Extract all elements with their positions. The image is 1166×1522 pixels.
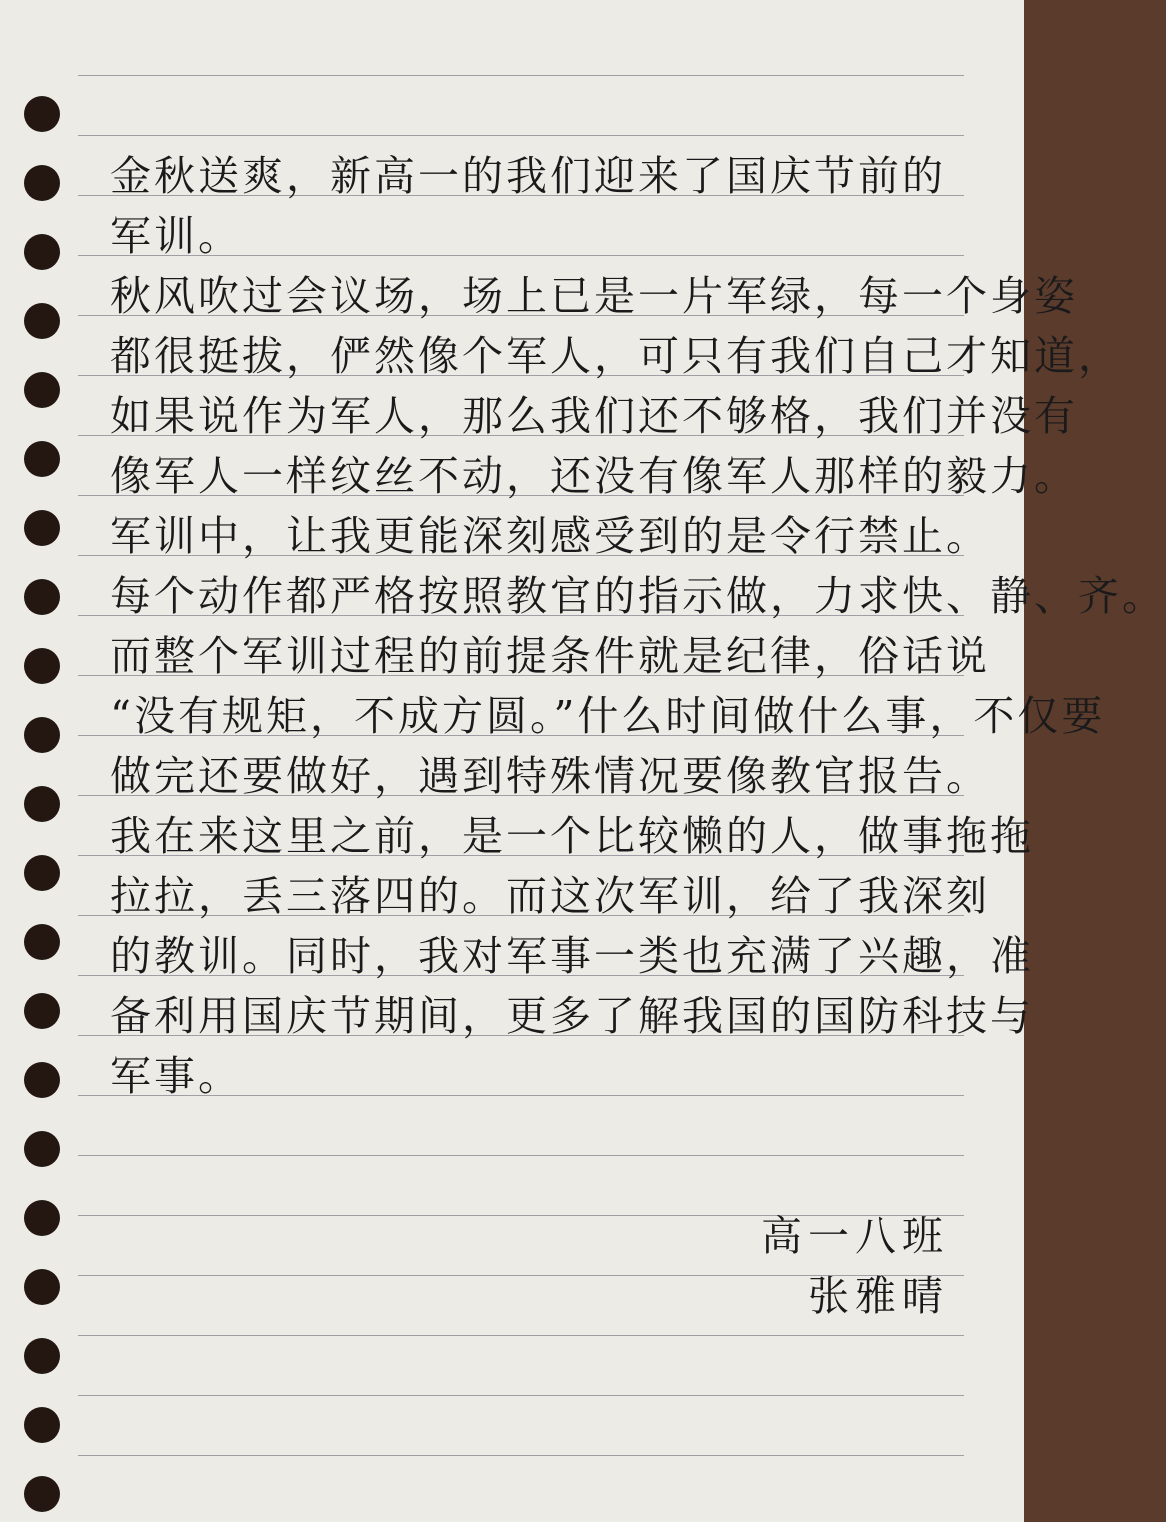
ruled-line bbox=[78, 1455, 964, 1456]
essay-line: 的教训。同时，我对军事一类也充满了兴趣，准 bbox=[110, 932, 1034, 980]
binding-hole bbox=[24, 648, 60, 684]
binding-hole bbox=[24, 993, 60, 1029]
essay-line: 如果说作为军人，那么我们还不够格，我们并没有 bbox=[110, 392, 1078, 440]
essay-line: 都很挺拔，俨然像个军人，可只有我们自己才知道， bbox=[110, 332, 1122, 380]
binding-hole bbox=[24, 855, 60, 891]
class-name: 高一八班 bbox=[761, 1212, 949, 1260]
essay-line: 拉拉，丢三落四的。而这次军训，给了我深刻 bbox=[110, 872, 990, 920]
binding-hole bbox=[24, 1476, 60, 1512]
binding-hole bbox=[24, 510, 60, 546]
binding-hole bbox=[24, 1269, 60, 1305]
binding-hole bbox=[24, 1407, 60, 1443]
essay-line: 我在来这里之前，是一个比较懒的人，做事拖拖 bbox=[110, 812, 1034, 860]
ruled-line bbox=[78, 1335, 964, 1336]
essay-line: 像军人一样纹丝不动，还没有像军人那样的毅力。 bbox=[110, 452, 1078, 500]
binding-hole bbox=[24, 579, 60, 615]
essay-line: 军训。 bbox=[110, 212, 242, 260]
essay-line: 秋风吹过会议场，场上已是一片军绿，每一个身姿 bbox=[110, 272, 1078, 320]
essay-line: 军事。 bbox=[110, 1052, 242, 1100]
ruled-line bbox=[78, 135, 964, 136]
binding-hole bbox=[24, 372, 60, 408]
essay-line: 军训中，让我更能深刻感受到的是令行禁止。 bbox=[110, 512, 990, 560]
binding-hole bbox=[24, 234, 60, 270]
essay-line: 做完还要做好，遇到特殊情况要像教官报告。 bbox=[110, 752, 990, 800]
binding-hole bbox=[24, 303, 60, 339]
author-name: 张雅晴 bbox=[808, 1272, 949, 1320]
essay-line: “没有规矩，不成方圆。”什么时间做什么事，不仅要 bbox=[110, 692, 1106, 740]
binding-hole bbox=[24, 1338, 60, 1374]
binding-holes bbox=[0, 0, 80, 1522]
essay-line: 而整个军训过程的前提条件就是纪律，俗话说 bbox=[110, 632, 990, 680]
binding-hole bbox=[24, 924, 60, 960]
binding-hole bbox=[24, 786, 60, 822]
binding-hole bbox=[24, 1131, 60, 1167]
binding-hole bbox=[24, 717, 60, 753]
ruled-line bbox=[78, 1395, 964, 1396]
essay-line: 每个动作都严格按照教官的指示做，力求快、静、齐。 bbox=[110, 572, 1166, 620]
essay-line: 金秋送爽，新高一的我们迎来了国庆节前的 bbox=[110, 152, 946, 200]
binding-hole bbox=[24, 1200, 60, 1236]
ruled-line bbox=[78, 75, 964, 76]
binding-hole bbox=[24, 96, 60, 132]
binding-hole bbox=[24, 441, 60, 477]
binding-hole bbox=[24, 1062, 60, 1098]
ruled-line bbox=[78, 1155, 964, 1156]
binding-hole bbox=[24, 165, 60, 201]
essay-line: 备利用国庆节期间，更多了解我国的国防科技与 bbox=[110, 992, 1034, 1040]
